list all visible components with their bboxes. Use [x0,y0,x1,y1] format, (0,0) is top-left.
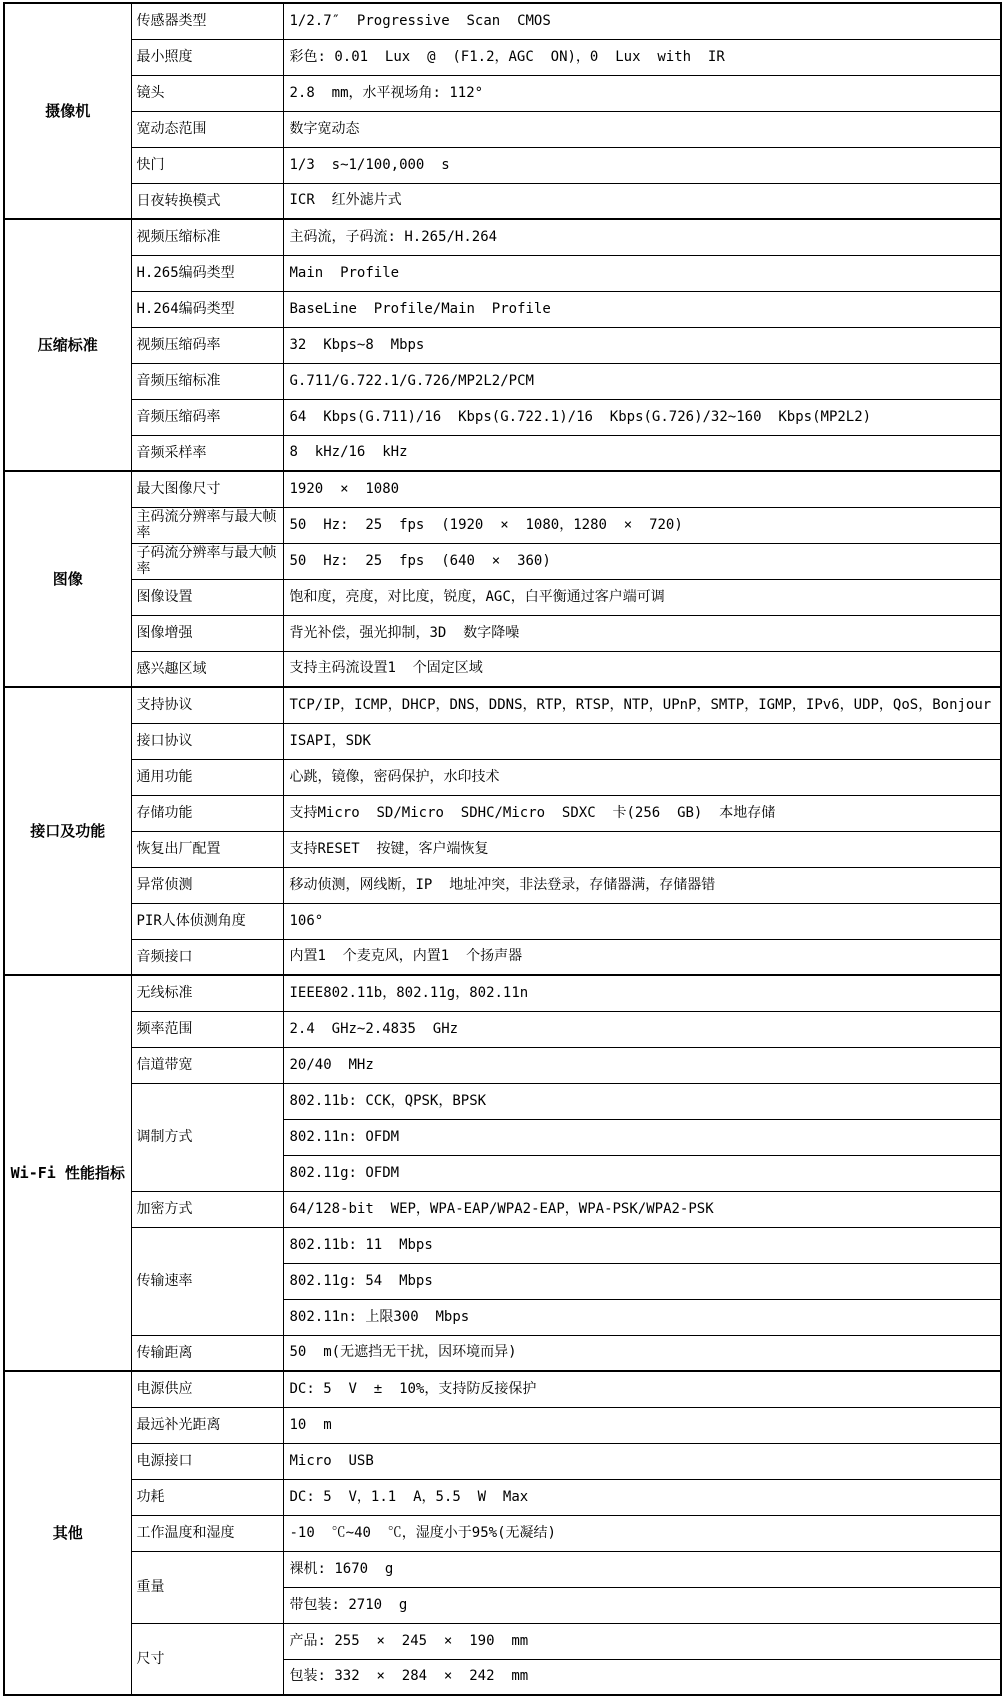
spec-value: DC: 5 V，1.1 A，5.5 W Max [283,1479,1001,1515]
spec-value: 饱和度，亮度，对比度，锐度，AGC，白平衡通过客户端可调 [283,579,1001,615]
spec-value: 32 Kbps~8 Mbps [283,327,1001,363]
table-row [4,291,1001,327]
spec-label: 音频压缩标准 [131,363,283,399]
table-row [4,111,1001,147]
spec-value: 802.11g: OFDM [283,1155,1001,1191]
table-row [4,183,1001,219]
spec-value: 背光补偿，强光抑制，3D 数字降噪 [283,615,1001,651]
table-row [4,3,1001,39]
spec-value: 数字宽动态 [283,111,1001,147]
category-cell: 接口及功能 [4,687,131,975]
spec-value: 带包装: 2710 g [283,1587,1001,1623]
table-row [4,759,1001,795]
spec-label: 接口协议 [131,723,283,759]
spec-label: 重量 [131,1551,283,1623]
spec-value: IEEE802.11b，802.11g，802.11n [283,975,1001,1011]
category-cell: 压缩标准 [4,219,131,471]
spec-value: 50 m(无遮挡无干扰，因环境而异) [283,1335,1001,1371]
spec-label: 加密方式 [131,1191,283,1227]
table-row [4,939,1001,975]
spec-label: 传输距离 [131,1335,283,1371]
spec-value: TCP/IP，ICMP，DHCP，DNS，DDNS，RTP，RTSP，NTP，UPnP，SMTP，IGMP，IPv6，UDP，QoS，Bonjour [283,687,1001,723]
table-row [4,39,1001,75]
table-row [4,147,1001,183]
spec-value: BaseLine Profile/Main Profile [283,291,1001,327]
spec-label: 频率范围 [131,1011,283,1047]
spec-value: 心跳，镜像，密码保护，水印技术 [283,759,1001,795]
category-cell: 图像 [4,471,131,687]
spec-value: 802.11g: 54 Mbps [283,1263,1001,1299]
table-row [4,903,1001,939]
table-row [4,1083,1001,1119]
spec-value: 内置1 个麦克风，内置1 个扬声器 [283,939,1001,975]
spec-value: 64/128-bit WEP，WPA-EAP/WPA2-EAP，WPA-PSK/WPA2-PSK [283,1191,1001,1227]
table-row [4,1623,1001,1659]
category-cell: 摄像机 [4,3,131,219]
table-row [4,471,1001,507]
category-cell: 其他 [4,1371,131,1695]
spec-value: 支持Micro SD/Micro SDHC/Micro SDXC 卡(256 GB) 本地存储 [283,795,1001,831]
table-row [4,1515,1001,1551]
table-row [4,327,1001,363]
spec-label: 最远补光距离 [131,1407,283,1443]
table-row [4,1551,1001,1587]
spec-value: 2.8 mm，水平视场角: 112° [283,75,1001,111]
spec-label: 通用功能 [131,759,283,795]
spec-value: Micro USB [283,1443,1001,1479]
spec-value: 2.4 GHz~2.4835 GHz [283,1011,1001,1047]
spec-value: 1/3 s~1/100,000 s [283,147,1001,183]
spec-label: 主码流分辨率与最大帧率 [131,507,283,543]
table-row [4,795,1001,831]
table-row [4,1191,1001,1227]
table-row [4,1047,1001,1083]
spec-value: 802.11b: CCK，QPSK，BPSK [283,1083,1001,1119]
table-row [4,687,1001,723]
spec-value: 彩色: 0.01 Lux @ (F1.2，AGC ON)，0 Lux with IR [283,39,1001,75]
spec-value: Main Profile [283,255,1001,291]
table-row [4,1443,1001,1479]
spec-label: 快门 [131,147,283,183]
spec-label: 宽动态范围 [131,111,283,147]
table-row [4,651,1001,687]
table-row [4,1011,1001,1047]
category-cell: Wi-Fi 性能指标 [4,975,131,1371]
spec-label: 存储功能 [131,795,283,831]
spec-value: 20/40 MHz [283,1047,1001,1083]
spec-label: 异常侦测 [131,867,283,903]
spec-value: 8 kHz/16 kHz [283,435,1001,471]
table-row [4,399,1001,435]
spec-label: PIR人体侦测角度 [131,903,283,939]
spec-value: 10 m [283,1407,1001,1443]
spec-label: 镜头 [131,75,283,111]
table-row [4,1407,1001,1443]
spec-value: 主码流，子码流: H.265/H.264 [283,219,1001,255]
spec-label: 音频压缩码率 [131,399,283,435]
spec-value: ISAPI，SDK [283,723,1001,759]
spec-value: 支持RESET 按键，客户端恢复 [283,831,1001,867]
table-row [4,75,1001,111]
spec-label: 音频接口 [131,939,283,975]
table-row [4,615,1001,651]
spec-label: 图像增强 [131,615,283,651]
table-row [4,1335,1001,1371]
spec-value: ICR 红外滤片式 [283,183,1001,219]
table-row [4,1371,1001,1407]
spec-label: 电源接口 [131,1443,283,1479]
spec-value: 1920 × 1080 [283,471,1001,507]
spec-label: 尺寸 [131,1623,283,1695]
spec-label: 调制方式 [131,1083,283,1191]
spec-label: 支持协议 [131,687,283,723]
spec-label: 无线标准 [131,975,283,1011]
spec-label: 视频压缩标准 [131,219,283,255]
spec-label: 电源供应 [131,1371,283,1407]
table-row [4,543,1001,579]
spec-value: 1/2.7″ Progressive Scan CMOS [283,3,1001,39]
spec-value: DC: 5 V ± 10%，支持防反接保护 [283,1371,1001,1407]
table-row [4,255,1001,291]
spec-value: 支持主码流设置1 个固定区域 [283,651,1001,687]
spec-label: 传输速率 [131,1227,283,1335]
table-row [4,219,1001,255]
spec-value: 64 Kbps(G.711)/16 Kbps(G.722.1)/16 Kbps(G.726)/32~160 Kbps(MP2L2) [283,399,1001,435]
spec-value: -10 ℃~40 ℃，湿度小于95%(无凝结) [283,1515,1001,1551]
spec-label: 子码流分辨率与最大帧率 [131,543,283,579]
spec-value: 106° [283,903,1001,939]
spec-table [3,2,1002,1696]
table-row [4,975,1001,1011]
table-row [4,723,1001,759]
table-row [4,1227,1001,1263]
spec-label: 恢复出厂配置 [131,831,283,867]
table-row [4,579,1001,615]
table-row [4,435,1001,471]
spec-value: 裸机: 1670 g [283,1551,1001,1587]
spec-label: 感兴趣区域 [131,651,283,687]
spec-label: 图像设置 [131,579,283,615]
spec-value: 802.11n: 上限300 Mbps [283,1299,1001,1335]
spec-label: 音频采样率 [131,435,283,471]
spec-value: 802.11b: 11 Mbps [283,1227,1001,1263]
spec-label: 最大图像尺寸 [131,471,283,507]
spec-label: 视频压缩码率 [131,327,283,363]
spec-label: 日夜转换模式 [131,183,283,219]
table-row [4,363,1001,399]
spec-value: 移动侦测，网线断，IP 地址冲突，非法登录，存储器满，存储器错 [283,867,1001,903]
table-row [4,867,1001,903]
spec-label: 信道带宽 [131,1047,283,1083]
spec-label: 传感器类型 [131,3,283,39]
spec-value: 50 Hz: 25 fps (640 × 360) [283,543,1001,579]
table-row [4,1479,1001,1515]
spec-label: H.264编码类型 [131,291,283,327]
spec-label: 功耗 [131,1479,283,1515]
table-row [4,507,1001,543]
spec-value: G.711/G.722.1/G.726/MP2L2/PCM [283,363,1001,399]
spec-value: 产品: 255 × 245 × 190 mm [283,1623,1001,1659]
spec-label: 工作温度和湿度 [131,1515,283,1551]
spec-value: 包装: 332 × 284 × 242 mm [283,1659,1001,1695]
spec-label: H.265编码类型 [131,255,283,291]
spec-value: 802.11n: OFDM [283,1119,1001,1155]
table-row [4,831,1001,867]
spec-value: 50 Hz: 25 fps (1920 × 1080，1280 × 720) [283,507,1001,543]
spec-label: 最小照度 [131,39,283,75]
